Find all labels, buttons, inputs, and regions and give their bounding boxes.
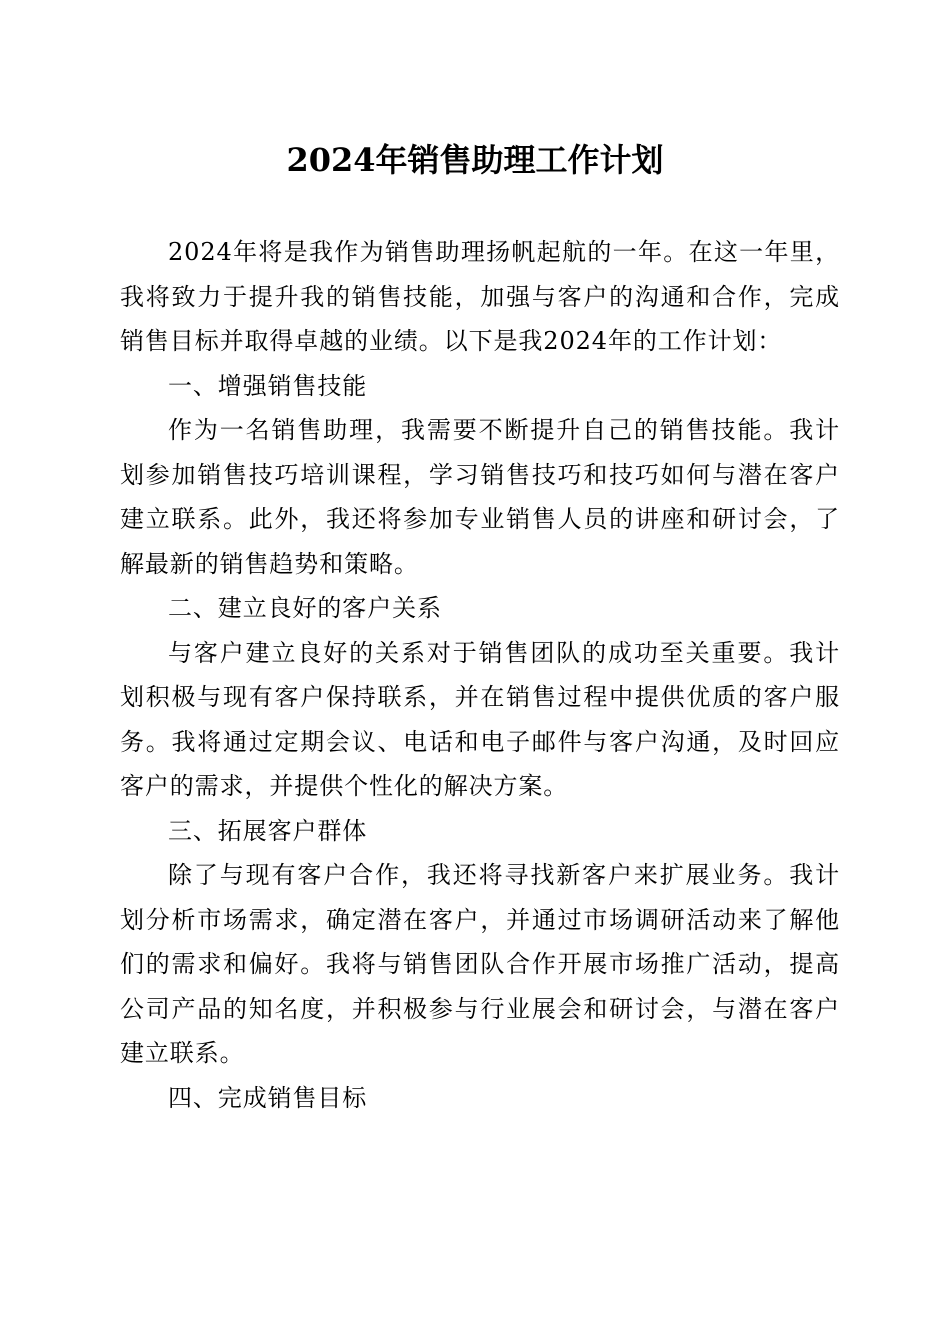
- section-body-2: 与客户建立良好的关系对于销售团队的成功至关重要。我计划积极与现有客户保持联系，并在销售过程中提供优质的客户服务。我将通过定期会议、电话和电子邮件与客户沟通，及时回应客户的需求，并提供个性化的解决方案。: [120, 638, 840, 800]
- section-body-3: 除了与现有客户合作，我还将寻找新客户来扩展业务。我计划分析市场需求，确定潜在客户，并通过市场调研活动来了解他们的需求和偏好。我将与销售团队合作开展市场推广活动，提高公司产品的知名度，并积极参与行业展会和研讨会，与潜在客户建立联系。: [120, 861, 840, 1067]
- section-body-1: 作为一名销售助理，我需要不断提升自己的销售技能。我计划参加销售技巧培训课程，学习销售技巧和技巧如何与潜在客户建立联系。此外，我还将参加专业销售人员的讲座和研讨会，了解最新的销售趋势和策略。: [120, 416, 840, 578]
- section-heading-4: 四、完成销售目标: [168, 1083, 368, 1112]
- section-heading-3: 三、拓展客户群体: [168, 816, 368, 845]
- section-heading-1: 一、增强销售技能: [168, 371, 368, 400]
- intro-paragraph: 2024年将是我作为销售助理扬帆起航的一年。在这一年里，我将致力于提升我的销售技能，加强与客户的沟通和合作，完成销售目标并取得卓越的业绩。以下是我2024年的工作计划：: [120, 238, 840, 355]
- section-heading-2: 二、建立良好的客户关系: [168, 594, 442, 622]
- document-title: 2024年销售助理工作计划: [286, 141, 664, 179]
- document-body: [120, 230, 840, 1120]
